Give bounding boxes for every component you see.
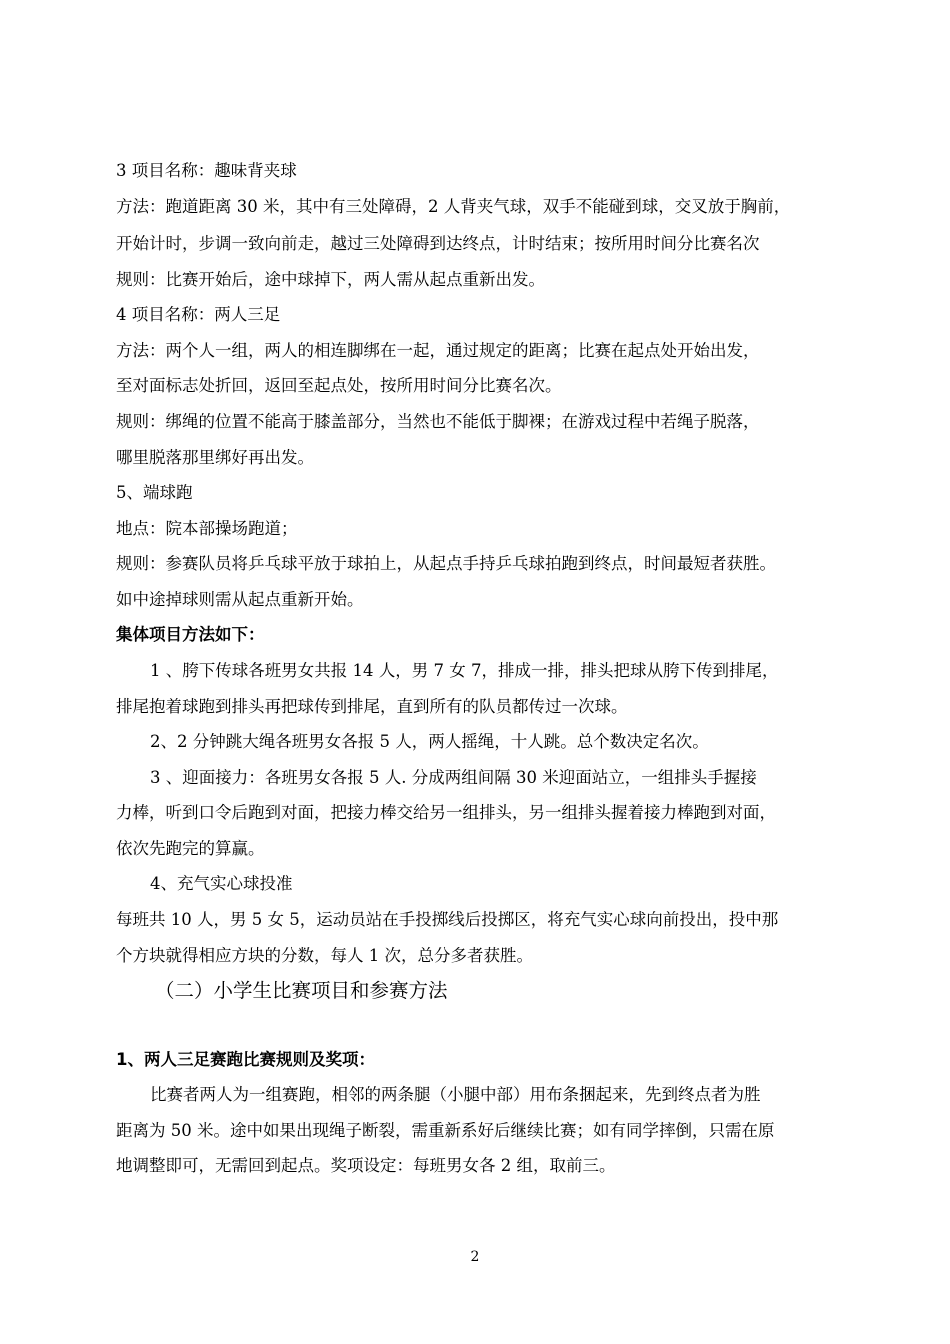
text-line: 规则：比赛开始后，途中球掉下，两人需从起点重新出发。 [116, 270, 545, 289]
text-line: 3 、迎面接力：各班男女各报 5 人. 分成两组间隔 30 米迎面站立，一组排头手握接 [150, 768, 757, 787]
text-line: 2、2 分钟跳大绳各班男女各报 5 人，两人摇绳，十人跳。总个数决定名次。 [150, 732, 709, 751]
text-line: 4 项目名称：两人三足 [116, 305, 281, 324]
text-line: 如中途掉球则需从起点重新开始。 [116, 590, 364, 609]
text-line: 比赛者两人为一组赛跑，相邻的两条腿（小腿中部）用布条捆起来，先到终点者为胜 [150, 1085, 761, 1104]
text-line: 地点：院本部操场跑道； [116, 519, 298, 538]
text-line: 地调整即可，无需回到起点。奖项设定：每班男女各 2 组，取前三。 [116, 1156, 616, 1175]
text-line: 3 项目名称：趣味背夹球 [116, 161, 297, 180]
text-line: 每班共 10 人，男 5 女 5，运动员站在手投掷线后投掷区，将充气实心球向前投出，投中那 [116, 910, 779, 929]
text-line: 距离为 50 米。途中如果出现绳子断裂，需重新系好后继续比赛；如有同学摔倒，只需在原 [116, 1121, 775, 1140]
text-line: 依次先跑完的算赢。 [116, 839, 265, 858]
text-line: 哪里脱落那里绑好再出发。 [116, 448, 314, 467]
page-number: 2 [470, 1249, 480, 1265]
text-line: 开始计时，步调一致向前走，越过三处障碍到达终点，计时结束；按所用时间分比赛名次 [116, 234, 760, 253]
text-line: 规则：绑绳的位置不能高于膝盖部分，当然也不能低于脚裸；在游戏过程中若绳子脱落， [116, 412, 760, 431]
section-heading: 集体项目方法如下： [116, 625, 265, 644]
text-line: 排尾抱着球跑到排头再把球传到排尾，直到所有的队员都传过一次球。 [116, 697, 628, 716]
text-line: 5、端球跑 [116, 483, 193, 502]
text-line: 至对面标志处折回，返回至起点处，按所用时间分比赛名次。 [116, 376, 562, 395]
subsection-heading: 1、两人三足赛跑比赛规则及奖项： [116, 1050, 375, 1069]
text-line: 规则：参赛队员将乒乓球平放于球拍上，从起点手持乒乓球拍跑到终点，时间最短者获胜。 [116, 554, 776, 573]
text-line: 力棒，听到口令后跑到对面，把接力棒交给另一组排头，另一组排头握着接力棒跑到对面， [116, 803, 776, 822]
text-line: 方法：跑道距离 30 米，其中有三处障碍，2 人背夹气球，双手不能碰到球，交叉放于胸前， [116, 197, 791, 216]
section-title: （二）小学生比赛项目和参赛方法 [155, 979, 448, 1002]
text-line: 4、充气实心球投准 [150, 874, 293, 893]
text-line: 1 、胯下传球各班男女共报 14 人，男 7 女 7，排成一排，排头把球从胯下传到排尾， [150, 661, 779, 680]
text-line: 个方块就得相应方块的分数，每人 1 次，总分多者获胜。 [116, 946, 533, 965]
text-line: 方法：两个人一组，两人的相连脚绑在一起，通过规定的距离；比赛在起点处开始出发， [116, 341, 760, 360]
